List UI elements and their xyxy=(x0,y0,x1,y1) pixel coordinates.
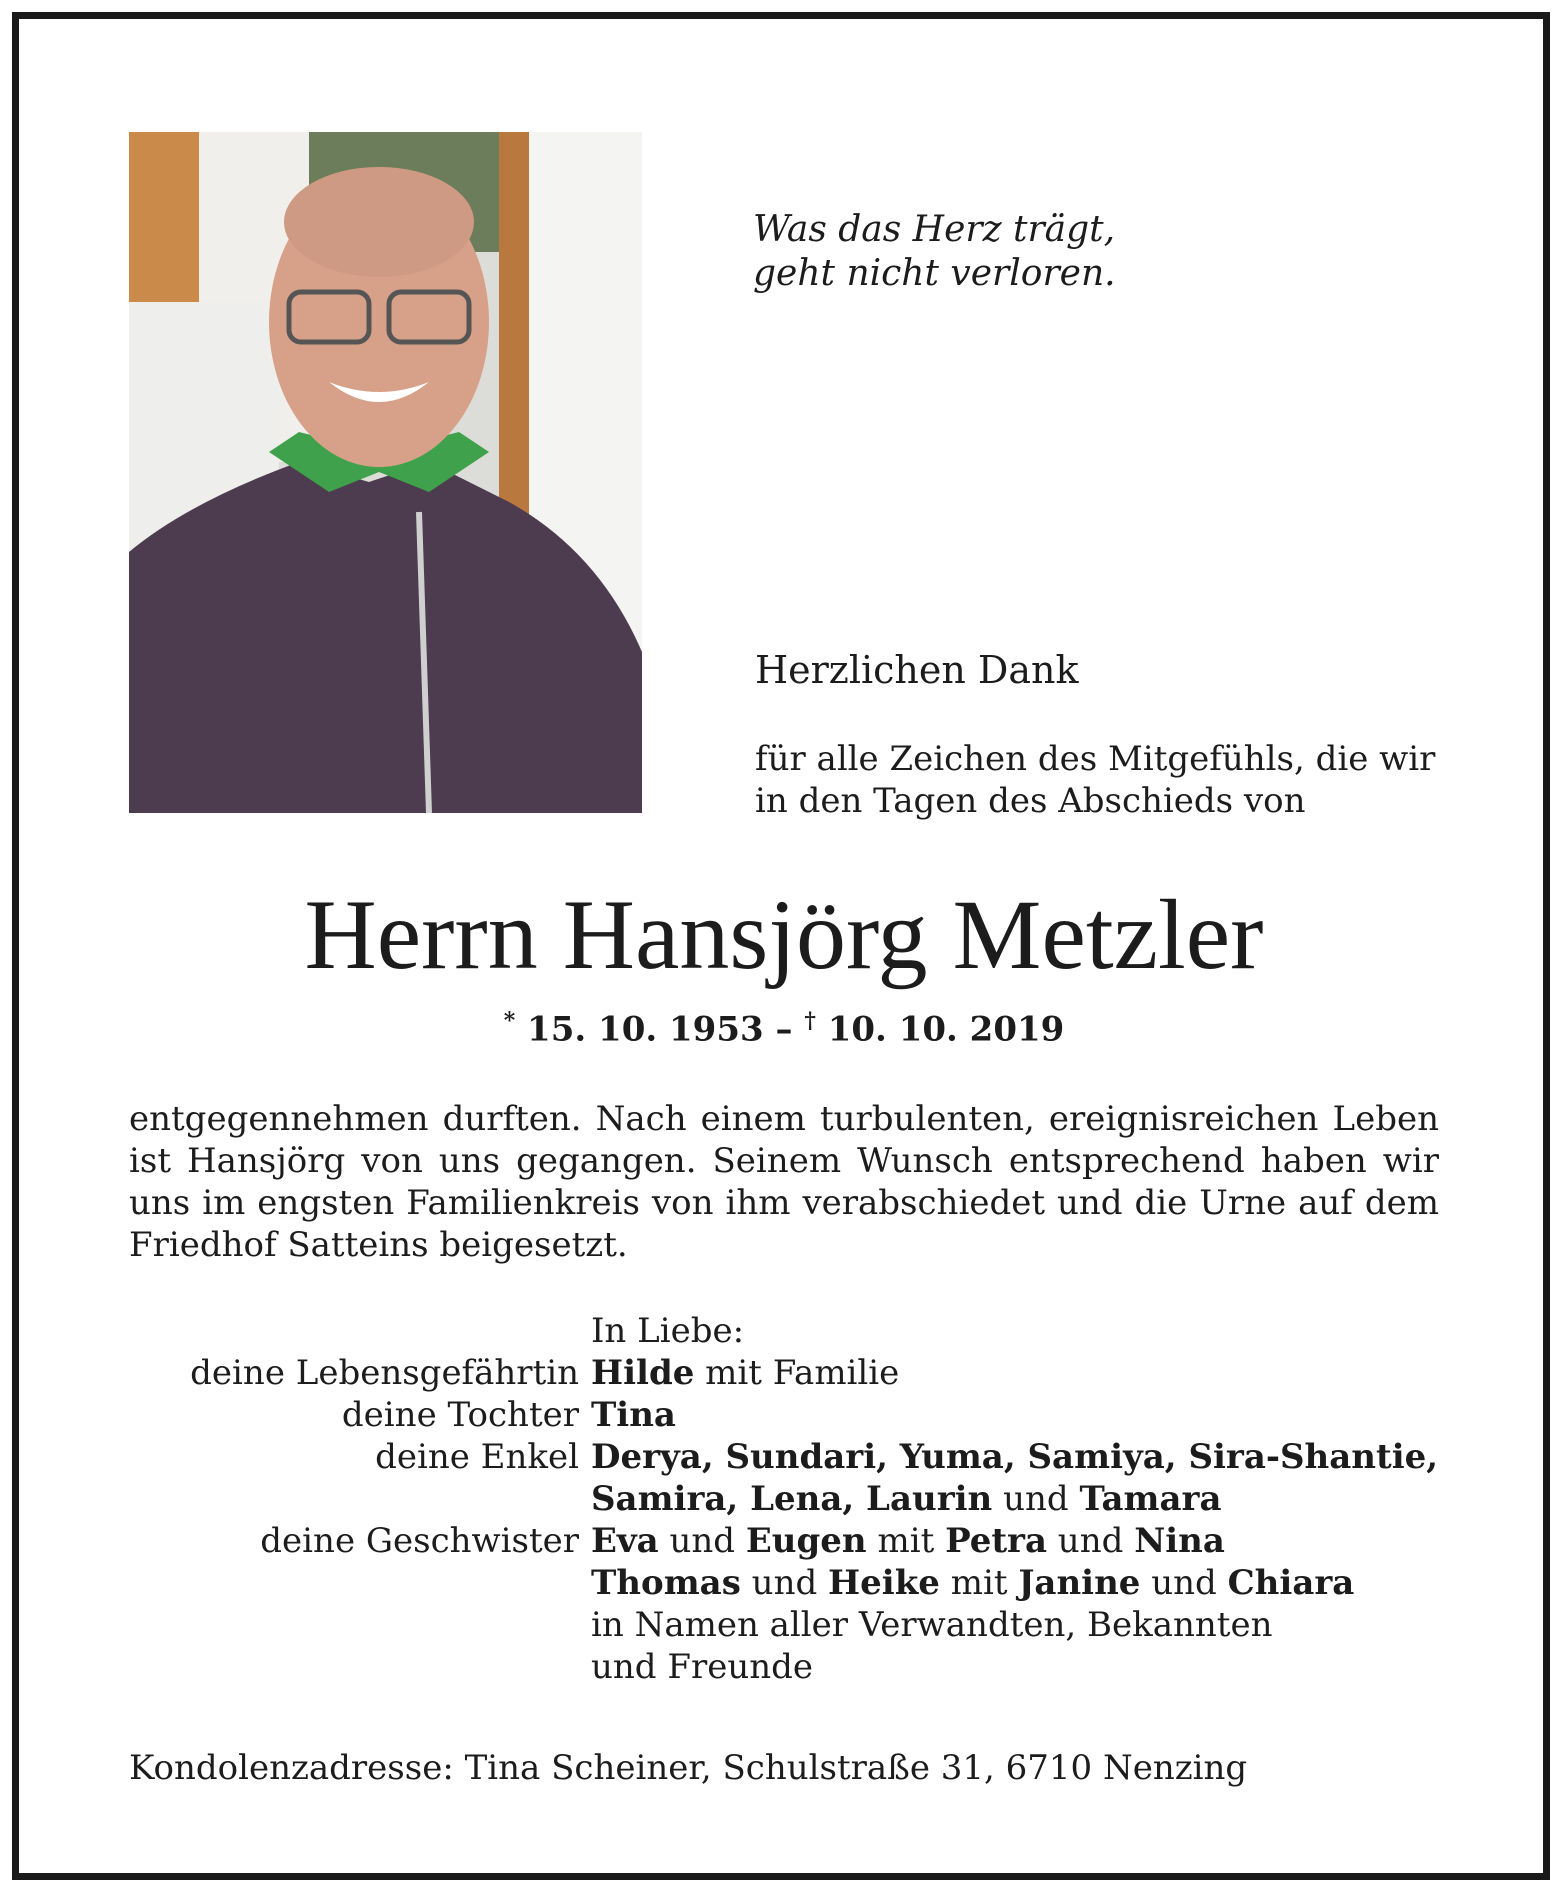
relation-names xyxy=(591,1436,1438,1478)
life-dates xyxy=(0,1008,1568,1049)
signoff-row xyxy=(129,1646,1469,1688)
relation-label xyxy=(129,1604,591,1646)
connector-text: und xyxy=(1140,1563,1228,1603)
relation-label xyxy=(129,1562,591,1604)
person-name: Tina xyxy=(591,1395,676,1435)
relation-names xyxy=(591,1520,1225,1562)
connector-text: und xyxy=(740,1563,829,1603)
relation-label: deine Lebensgefährtin xyxy=(190,1353,579,1393)
person-name: Heike xyxy=(828,1563,940,1603)
person-name: Nina xyxy=(1134,1521,1225,1561)
relation-names xyxy=(591,1604,1272,1646)
body-paragraph: entgegennehmen durften. Nach einem turbulenten, ereignisreichen Leben ist Hansjörg von uns gegangen. Seinem Wunsch entsprechend haben wir uns im engsten Familienkreis von ihm verabschiedet und die Urne auf dem Friedhof Satteins beigesetzt. xyxy=(129,1099,1439,1265)
person-name: Hilde xyxy=(591,1353,695,1393)
signoff-row xyxy=(129,1478,1469,1520)
relation-label: deine Enkel xyxy=(375,1437,579,1477)
signoff-row xyxy=(129,1436,1469,1478)
signoff-row xyxy=(129,1562,1469,1604)
person-name: Petra xyxy=(945,1521,1047,1561)
person-name: Chiara xyxy=(1227,1563,1355,1603)
relation-names xyxy=(591,1352,899,1394)
birth-date: 15. 10. 1953 xyxy=(527,1009,764,1050)
relation-label: deine Tochter xyxy=(341,1395,579,1435)
thanks-heading: Herzlichen Dank xyxy=(755,648,1079,692)
thanks-text xyxy=(755,738,1435,822)
person-name: Janine xyxy=(1018,1563,1141,1603)
relation-label xyxy=(129,1646,591,1688)
signoff-row xyxy=(129,1352,1469,1394)
date-separator: – xyxy=(775,1009,793,1050)
signoff-intro: In Liebe: xyxy=(591,1311,745,1351)
signoff-intro-row xyxy=(129,1310,1469,1352)
condolence-address: Kondolenzadresse: Tina Scheiner, Schulstraße 31, 6710 Nenzing xyxy=(129,1748,1248,1788)
relation-names xyxy=(591,1562,1354,1604)
relation-names xyxy=(591,1478,1221,1520)
connector-text: mit xyxy=(866,1521,946,1561)
connector-text: mit Familie xyxy=(694,1353,900,1393)
connector-text: mit xyxy=(939,1563,1019,1603)
relation-names xyxy=(591,1394,676,1436)
thanks-line: in den Tagen des Abschieds von xyxy=(755,781,1306,821)
birth-symbol: * xyxy=(503,1008,516,1034)
relation-names xyxy=(591,1646,813,1688)
signoff-row xyxy=(129,1604,1469,1646)
deceased-name: Herrn Hansjörg Metzler xyxy=(304,879,1264,990)
person-name: Eugen xyxy=(745,1521,867,1561)
connector-text: und xyxy=(992,1479,1080,1519)
signoff-row xyxy=(129,1394,1469,1436)
person-name: Derya, Sundari, Yuma, Samiya, Sira-Shantie, xyxy=(591,1437,1439,1477)
portrait-photo xyxy=(129,132,642,813)
quote-line: geht nicht verloren. xyxy=(753,253,1116,294)
memorial-quote xyxy=(753,208,1116,296)
signoff-lines xyxy=(129,1352,1469,1688)
connector-text: und xyxy=(658,1521,746,1561)
quote-line: Was das Herz trägt, xyxy=(753,209,1116,250)
person-name: Tamara xyxy=(1079,1479,1222,1519)
signoff-block xyxy=(129,1310,1469,1688)
connector-text: in Namen aller Verwandten, Bekannten xyxy=(591,1605,1273,1645)
death-symbol: † xyxy=(804,1008,816,1034)
death-date: 10. 10. 2019 xyxy=(827,1009,1065,1050)
relation-label xyxy=(129,1478,591,1520)
connector-text: und Freunde xyxy=(591,1647,814,1687)
relation-label: deine Geschwister xyxy=(260,1521,579,1561)
signoff-row xyxy=(129,1520,1469,1562)
connector-text: und xyxy=(1047,1521,1135,1561)
person-name: Samira, Lena, Laurin xyxy=(591,1479,993,1519)
person-name: Eva xyxy=(591,1521,659,1561)
person-name: Thomas xyxy=(591,1563,741,1603)
thanks-line: für alle Zeichen des Mitgefühls, die wir xyxy=(755,739,1436,779)
